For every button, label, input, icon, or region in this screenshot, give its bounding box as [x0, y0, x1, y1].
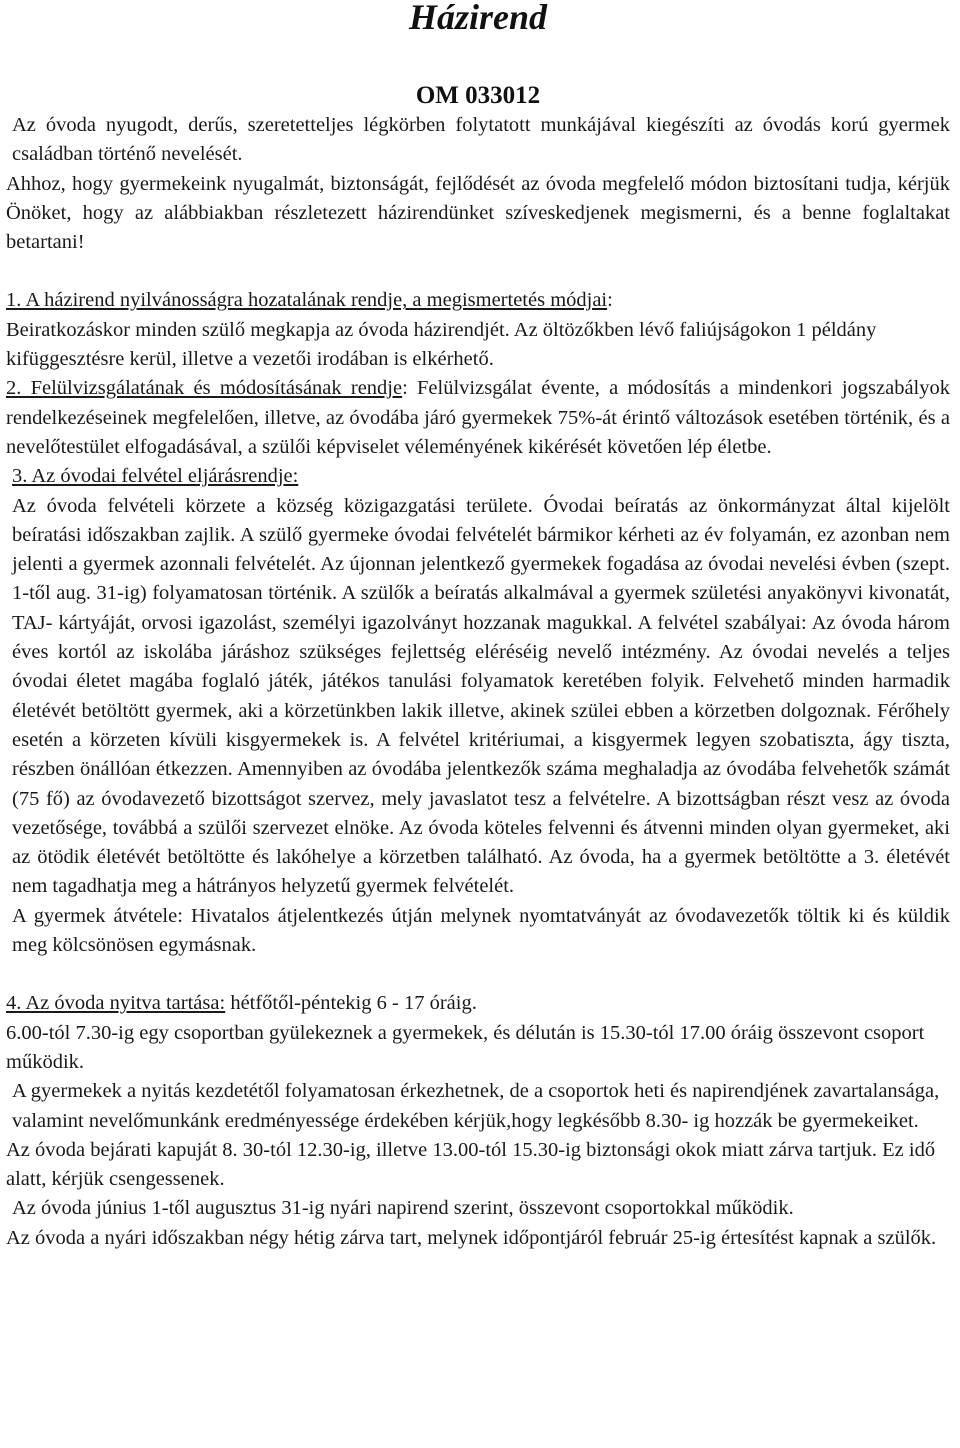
section-4-paragraph-1: 6.00-tól 7.30-ig egy csoportban gyülekeznek a gyermekek, és délután is 15.30-tól 17.00 óráig összevont csoport működik. — [6, 1021, 925, 1073]
om-identifier: OM 033012 — [415, 82, 541, 109]
section-4-paragraph-2: A gyermekek a nyitás kezdetétől folyamatosan érkezhetnek, de a csoportok heti és napirendjének zavartalansága, valamint nevelőmunkánk eredményessége érdekében kérjük,hogy legkésőbb 8.30- ig hozzák be gyermekeiket. — [12, 1080, 940, 1132]
section-3-heading-line — [6, 462, 950, 491]
section-1-body: Beiratkozáskor minden szülő megkapja az óvoda házirendjét. Az öltözőkben lévő faliújságokon 1 példány kifüggesztésre kerül, illetve a vezetői irodában is elkérhető. — [6, 318, 877, 371]
page-title: Házirend — [408, 0, 548, 37]
section-1 — [6, 286, 950, 315]
intro-paragraph-1: Az óvoda nyugodt, derűs, szeretetteljes légkörben folytatott munkájával kiegészíti az óvodás korú gyermek családban történő nevelését. — [12, 114, 950, 166]
section-4 — [6, 989, 950, 1018]
section-4-paragraph-4: Az óvoda június 1-től augusztus 31-ig nyári napirend szerint, összevont csoportokkal működik. — [12, 1197, 794, 1220]
section-1-heading: 1. A házirend nyilvánosságra hozatalának rendje, a megismertetés módjai — [6, 289, 608, 312]
spacer — [6, 960, 950, 989]
section-4-paragraph-5: Az óvoda a nyári időszakban négy hétig zárva tart, melynek időpontjáról február 25-ig értesítést kapnak a szülők. — [6, 1226, 937, 1249]
section-1-colon: : — [607, 289, 613, 312]
section-4-heading: 4. Az óvoda nyitva tartása: — [6, 992, 226, 1015]
section-4-inline: hétfőtől-péntekig 6 - 17 óráig. — [225, 992, 477, 1015]
section-4-paragraph-3: Az óvoda bejárati kapuját 8. 30-tól 12.30-ig, illetve 13.00-tól 15.30-ig biztonsági okok miatt zárva tartjuk. Ez idő alatt, kérjük csengessenek. — [6, 1138, 936, 1191]
section-2 — [6, 374, 950, 462]
section-3-atvetel: A gyermek átvétele: Hivatalos átjelentkezés útján melynek nyomtatványát az óvodavezetők töltik ki és küldik meg kölcsönösen egymásnak. — [12, 904, 950, 957]
section-2-body: : Felülvizsgálat évente, a módosítás a mindenkori jogszabályok rendelkezéseinek megfelelően, illetve, az óvodába járó gyermekek 75%-át érintő változások esetében történik, és a nevelőtestület elfogadásával, a szülői képviselet véleményének kikérését követően lép életbe. — [6, 377, 950, 458]
intro-paragraph-2: Ahhoz, hogy gyermekeink nyugalmát, biztonságát, fejlődését az óvoda megfelelő módon biztosítani tudja, kérjük Önöket, hogy az alábbiakban részletezett házirendünket szíveskedjenek megismerni, és a benne foglaltakat betartani! — [6, 172, 950, 254]
section-3-heading: 3. Az óvodai felvétel eljárásrendje: — [12, 465, 299, 488]
spacer — [6, 257, 950, 286]
section-2-heading: 2. Felülvizsgálatának és módosításának rendje — [6, 377, 403, 400]
section-3-body: Az óvoda felvételi körzete a község közigazgatási területe. Óvodai beíratás az önkormányzat által kijelölt beíratási időszakban zajlik. A szülő gyermeke óvodai felvételét bármikor kérheti az év folyamán, ez azonban nem jelenti a gyermek azonnali felvételét. Az újonnan jelentkező gyermekek fogadása az óvodai nevelési évben (szept. 1-től aug. 31-ig) folyamatosan történik. A szülők a beíratás alkalmával a gyermek születési anyakönyvi kivonatát, TAJ- kártyáját, orvosi igazolást, személyi igazolványt hozzanak magukkal. A felvétel szabályai: Az óvoda három éves kortól az iskolába járáshoz szükséges fejlettség eléréséig nevelő intézmény. Az óvodai nevelés a teljes óvodai életet magába foglaló játék, játékos tanulási folyamatok keretében folyik. Felvehető minden harmadik életévét betöltött gyermek, aki a körzetünkben lakik illetve, akinek szülei ebben a körzetben dolgoznak. Férőhely esetén a körzeten kívüli kisgyermekek is. A felvétel kritériumai, a kisgyermek legyen szobatiszta, ágy tiszta, részben önállóan étkezzen. Amennyiben az óvodába jelentkezők száma meghaladja az óvodába felvehetők számát (75 fő) az óvodavezető bizottságot szervez, mely javaslatot tesz a felvételre. A bizottságban részt vesz az óvoda vezetősége, továbbá a szülői szervezet elnöke. Az óvoda köteles felvenni és átvenni minden olyan gyermeket, aki az ötödik életévét betöltötte és lakóhelye a körzetben található. Az óvoda, ha a gyermek betöltötte a 3. életévét nem tagadhatja meg a hátrányos helyzetű gyermek felvételét. — [12, 494, 950, 898]
